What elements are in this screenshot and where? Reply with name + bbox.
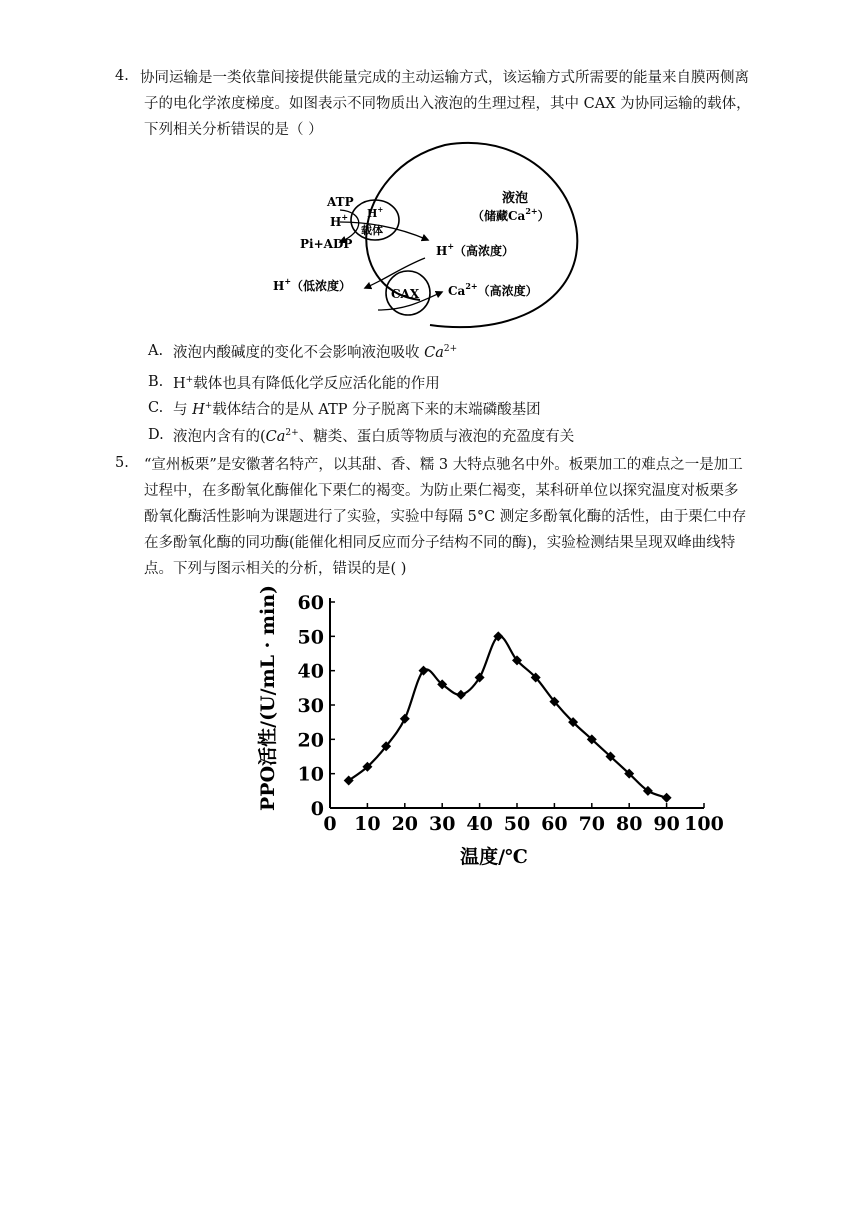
h-high-label: H+（高浓度） [436, 241, 515, 258]
question-stem-line: 下列相关分析错误的是（ ） [144, 122, 323, 138]
option-text: H+载体也具有降低化学反应活化能的作用 [173, 375, 440, 392]
carrier-top-label: H+ [367, 205, 384, 220]
vacuole-label: 液泡 [502, 191, 529, 206]
y-tick-label: 0 [310, 798, 324, 820]
data-point [662, 793, 672, 803]
x-tick-label: 20 [391, 813, 419, 835]
question-stem-line: 在多酚氧化酶的同功酶(能催化相同反应而分子结构不同的酶)，实验检测结果呈现双峰曲线特 [144, 535, 736, 551]
y-tick-label: 60 [297, 592, 324, 614]
option-label: D. [148, 427, 164, 443]
carrier-bottom-label: 载体 [361, 224, 383, 237]
y-tick-label: 30 [297, 695, 324, 717]
option-text: 液泡内含有的($Ca^{2+}$、糖类、蛋白质等物质与液泡的充盈度有关 [173, 428, 575, 445]
x-tick-label: 30 [428, 813, 456, 835]
option-text: 液泡内酸碱度的变化不会影响液泡吸收 $Ca^{2+}$ [173, 344, 458, 361]
y-tick-label: 40 [297, 660, 324, 683]
h-low-label: H+（低浓度） [273, 276, 352, 293]
question-stem-line: 点。下列与图示相关的分析，错误的是( ) [144, 561, 407, 577]
y-axis-label: PPO活性/(U/mL · min) [257, 585, 279, 811]
y-tick-label: 10 [297, 763, 324, 786]
option-label: A. [148, 343, 164, 359]
series-markers [344, 631, 672, 802]
y-tick-label: 50 [297, 626, 324, 649]
question-stem-line: 过程中，在多酚氧化酶催化下栗仁的褐变。为防止栗仁褐变，某科研单位以探究温度对板栗多 [144, 483, 739, 499]
atp-label: ATP [327, 195, 354, 209]
series-line [349, 636, 667, 798]
x-tick-label: 40 [466, 813, 493, 835]
x-tick-label: 90 [653, 813, 680, 835]
x-tick-label: 50 [503, 813, 531, 835]
question-stem-line: 酚氧化酶活性影响为课题进行了实验，实验中每隔 5°C 测定多酚氧化酶的活性，由于栗仁中存 [144, 509, 747, 525]
question-stem-line: “宣州板栗”是安徽著名特产，以其甜、香、糯 3 大特点驰名中外。板栗加工的难点之一是加工 [144, 457, 743, 473]
chart-axes [330, 598, 704, 808]
x-tick-label: 80 [615, 813, 643, 835]
h-in-label: H+ [330, 212, 349, 229]
option-text: 与 H+载体结合的是从 ATP 分子脱离下来的末端磷酸基团 [173, 401, 541, 418]
cax-label: CAX [391, 287, 420, 301]
chart-ticks [298, 592, 724, 835]
pi-adp-label: Pi+ADP [300, 237, 353, 251]
x-tick-label: 70 [578, 813, 606, 835]
option-label: B. [148, 374, 164, 390]
question-stem-line: 子的电化学浓度梯度。如图表示不同物质出入液泡的生理过程，其中 CAX 为协同运输的载体， [144, 96, 751, 112]
ppo-activity-chart [250, 585, 740, 875]
data-point [400, 714, 410, 724]
option-label: C. [148, 400, 164, 416]
x-tick-label: 0 [323, 813, 337, 835]
vacuole-store-label: （储藏$Ca^{2+}$） [472, 206, 550, 223]
ca-high-label: $Ca^{2+}$（高浓度） [448, 281, 538, 298]
question-number: 5. [115, 455, 129, 471]
question-number: 4. [115, 68, 129, 84]
x-tick-label: 100 [684, 813, 724, 835]
data-point [456, 690, 466, 700]
x-axis-label: 温度/℃ [460, 846, 528, 868]
question-stem-line: 协同运输是一类依靠间接提供能量完成的主动运输方式，该运输方式所需要的能量来自膜两侧离 [140, 70, 749, 86]
vacuole-diagram [270, 140, 590, 340]
x-tick-label: 60 [541, 813, 568, 835]
x-tick-label: 10 [354, 813, 381, 835]
y-tick-label: 20 [297, 729, 324, 752]
